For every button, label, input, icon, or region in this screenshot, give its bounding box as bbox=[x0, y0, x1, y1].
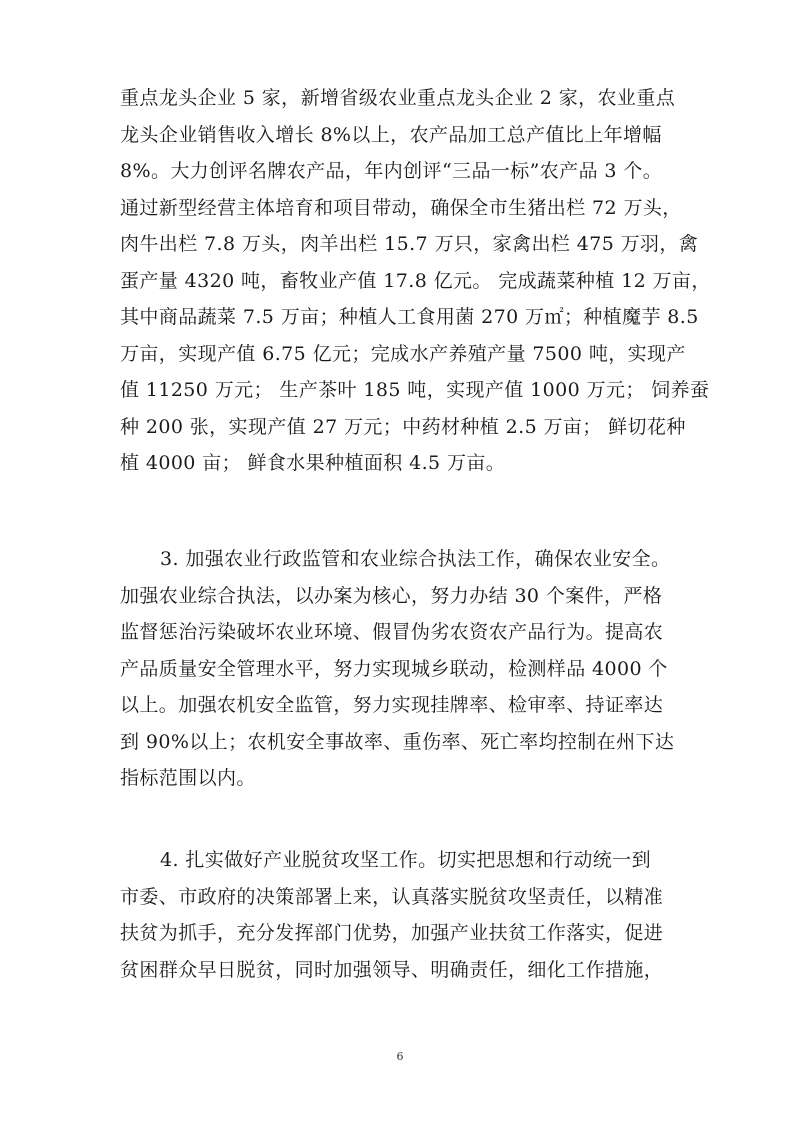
text-line: 重点龙头企业 5 家，新增省级农业重点龙头企业 2 家，农业重点 bbox=[120, 87, 676, 109]
paragraph-continuation bbox=[120, 80, 711, 482]
page-number: 6 bbox=[396, 1050, 404, 1063]
text-line: 龙头企业销售收入增长 8%以上，农产品加工总产值比上年增幅 bbox=[120, 123, 662, 146]
text-line: 指标范围以内。 bbox=[120, 767, 256, 789]
section-3-paragraph bbox=[120, 541, 690, 797]
text-line: 植 4000 亩； 鲜食水果种植面积 4.5 万亩。 bbox=[120, 452, 506, 474]
section-4-heading-line: 4. 扎实做好产业脱贫攻坚工作。切实把思想和行动统一到 bbox=[160, 849, 651, 871]
text-line: 值 11250 万元； 生产茶叶 185 吨，实现产值 1000 万元； 饲养蚕 bbox=[120, 379, 710, 401]
text-line: 肉牛出栏 7.8 万头，肉羊出栏 15.7 万只，家禽出栏 475 万羽，禽 bbox=[120, 233, 699, 255]
text-line: 市委、市政府的决策部署上来，认真落实脱贫攻坚责任，以精准 bbox=[120, 885, 664, 908]
text-line: 蛋产量 4320 吨，畜牧业产值 17.8 亿元。 完成蔬菜种植 12 万亩， bbox=[120, 269, 711, 292]
section-4-paragraph bbox=[120, 842, 690, 988]
text-line: 以上。加强农机安全监管，努力实现挂牌率、检审率、持证率达 bbox=[120, 694, 664, 716]
text-line: 贫困群众早日脱贫，同时加强领导、明确责任，细化工作措施， bbox=[120, 958, 664, 981]
text-line: 万亩，实现产值 6.75 亿元；完成水产养殖产量 7500 吨，实现产 bbox=[120, 342, 686, 365]
text-line: 种 200 张，实现产值 27 万元；中药材种植 2.5 万亩； 鲜切花种 bbox=[120, 415, 686, 438]
text-line: 监督惩治污染破坏农业环境、假冒伪劣农资农产品行为。提高农 bbox=[120, 621, 664, 643]
text-line: 通过新型经营主体培育和项目带动，确保全市生猪出栏 72 万头， bbox=[120, 196, 682, 219]
text-line: 产品质量安全管理水平，努力实现城乡联动，检测样品 4000 个 bbox=[120, 657, 668, 680]
text-line: 扶贫为抓手，充分发挥部门优势，加强产业扶贫工作落实，促进 bbox=[120, 922, 664, 944]
text-line: 其中商品蔬菜 7.5 万亩；种植人工食用菌 270 万㎡；种植魔芋 8.5 bbox=[120, 306, 699, 328]
text-line: 加强农业综合执法，以办案为核心，努力办结 30 个案件，严格 bbox=[120, 584, 663, 607]
text-line: 到 90%以上；农机安全事故率、重伤率、死亡率均控制在州下达 bbox=[120, 730, 675, 753]
text-line: 8%。大力创评名牌农产品，年内创评“三品一标”农产品 3 个。 bbox=[120, 160, 663, 182]
section-3-heading-line: 3. 加强农业行政监管和农业综合执法工作，确保农业安全。 bbox=[160, 548, 671, 570]
